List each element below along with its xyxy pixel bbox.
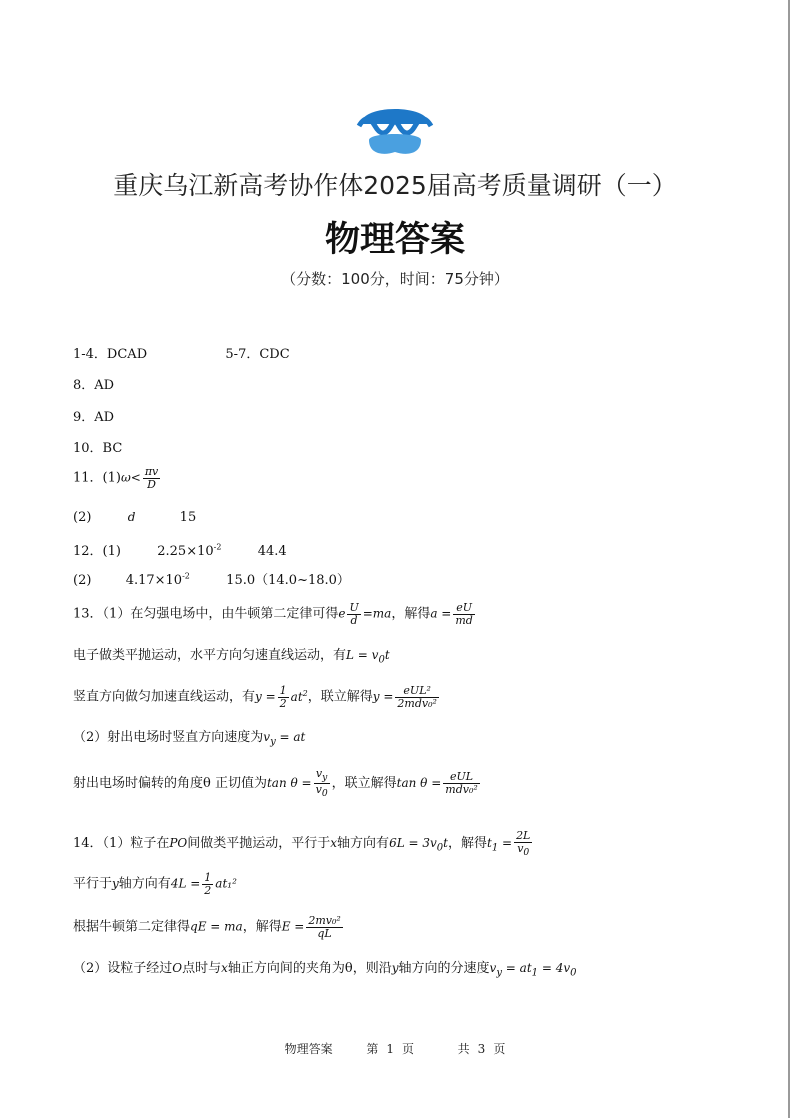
answer-12-1: 12．(1) $2.25\times 10^{-2}$ 44.4	[73, 542, 287, 559]
footer-total-pages: 3	[477, 1042, 486, 1056]
wujiang-logo-icon	[355, 96, 435, 158]
page-footer: 物理答案 第 1 页 共 3 页	[284, 1042, 506, 1056]
answer-5-7: 5-7．CDC	[225, 347, 290, 362]
answer-13-2: 电子做类平抛运动，水平方向匀速直线运动，有$L = v_0t$	[73, 648, 390, 666]
doc-meta: （分数：100分，时间：75分钟）	[281, 270, 509, 288]
answer-13-3: 竖直方向做匀加速直线运动，有y = $\frac{1}{2}$ $at^2$，联立解得y = $\frac{\text{eUL²}}{\text{2mdv₀²}}$	[73, 684, 437, 710]
answer-11-2: (2) d 15	[73, 510, 197, 525]
answer-14-4: （2）设粒子经过O点时与x轴正方向间的夹角为θ，则沿y轴方向的分速度$v_y = at_1 = 4v_0$	[73, 961, 577, 979]
answer-10: 10．BC	[73, 441, 123, 456]
answer-11-1: 11．(1)ω< $\frac{\pi v}{D}$	[73, 465, 159, 491]
answer-14-1: 14．（1）粒子在PO间做类平抛运动，平行于x轴方向有$6L = 3v_0t$，解得$t_1$ = $\frac{2L}{v_0}$	[73, 829, 531, 858]
formula-11: $\frac{\pi v}{D}$	[144, 465, 159, 491]
answer-1-7	[73, 343, 290, 362]
answer-12-2: (2) $4.17\times 10^{-2}$ 15.0（14.0~18.0）	[73, 571, 350, 588]
footer-page-number: 1	[386, 1042, 394, 1056]
answer-1-4: 1-4．DCAD	[73, 347, 148, 362]
answer-14-3: 根据牛顿第二定律得qE = ma，解得E = $\frac{\text{2mv₀²}}{qL}$	[73, 914, 341, 940]
answer-13-4: （2）射出电场时竖直方向速度为$v_y$ = at	[73, 730, 306, 748]
answer-9: 9．AD	[73, 410, 115, 425]
doc-title: 重庆乌江新高考协作体2025届高考质量调研（一）	[113, 171, 677, 200]
answer-13-1: 13．（1）在匀强电场中，由牛顿第二定律可得e $\frac{U}{d}$ =ma，解得a = $\frac{eU}{md}$	[73, 601, 473, 627]
footer-doc-name: 物理答案	[284, 1042, 333, 1056]
answer-8: 8．AD	[73, 378, 115, 393]
doc-subtitle: 物理答案	[324, 220, 465, 260]
answer-13-5: 射出电场时偏转的角度θ 正切值为tan θ = $\frac{v_y}{v_0}$ ，联立解得tan θ = $\frac{\text{eUL}}{\text{mdv₀²}}$	[73, 767, 478, 799]
answer-14-2: 平行于y轴方向有4L = $\frac{1}{2}$ at₁²	[73, 871, 237, 897]
